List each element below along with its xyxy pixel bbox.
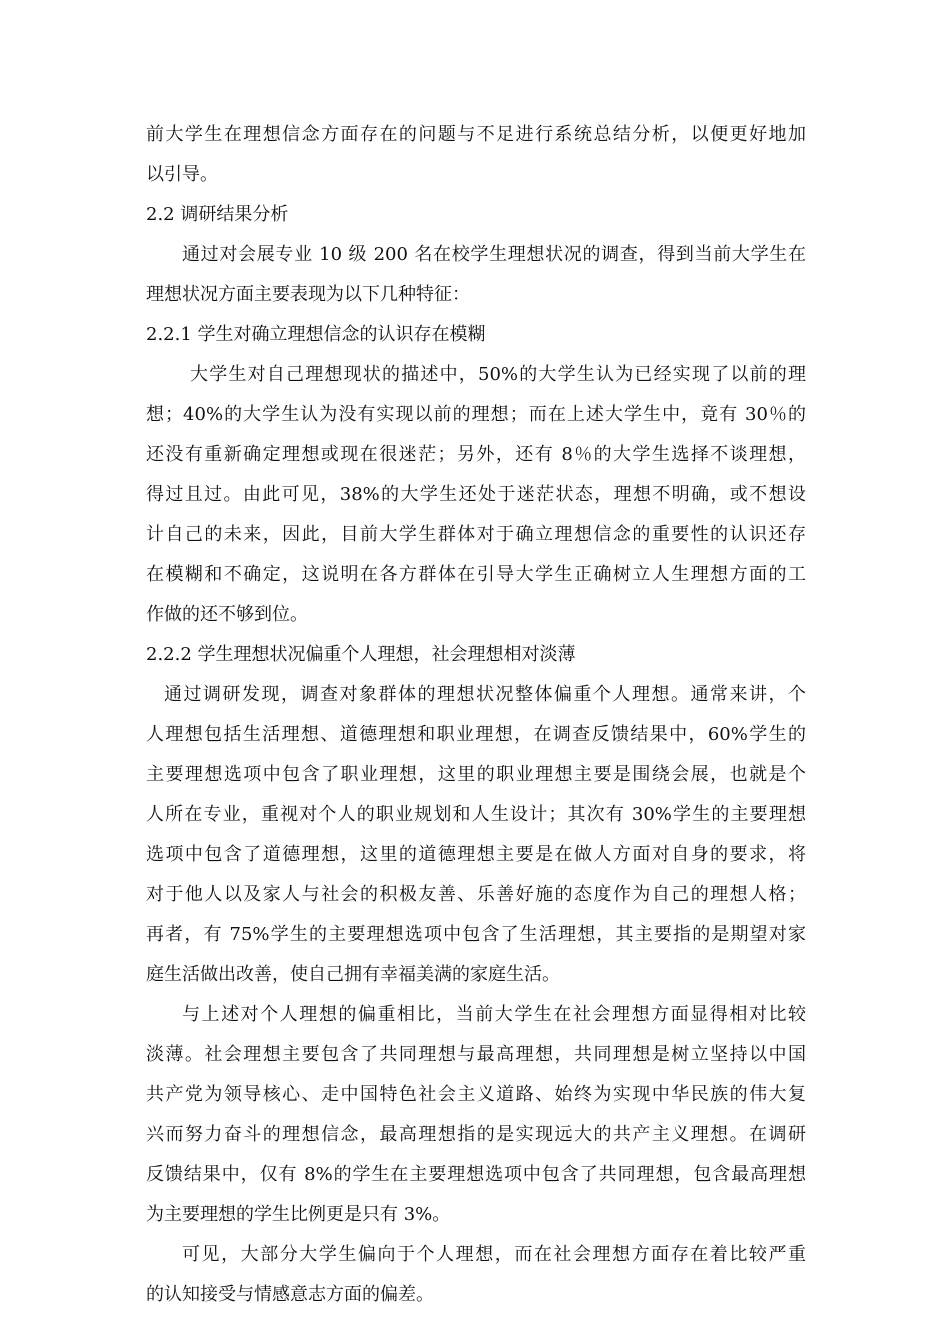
paragraph-line: 还没有重新确定理想或现在很迷茫；另外，还有 8％的大学生选择不谈理想， (146, 444, 806, 465)
paragraph-line: 大学生对自己理想现状的描述中，50%的大学生认为已经实现了以前的理 (190, 364, 806, 385)
paragraph-line: 通过对会展专业 10 级 200 名在校学生理想状况的调查，得到当前大学生在 (182, 244, 806, 265)
paragraph-line: 人理想包括生活理想、道德理想和职业理想，在调查反馈结果中，60%学生的 (146, 724, 806, 745)
section-heading-2-2: 2.2 调研结果分析 (146, 204, 289, 225)
paragraph-line: 人所在专业，重视对个人的职业规划和人生设计；其次有 30%学生的主要理想 (146, 804, 806, 825)
paragraph-line: 庭生活做出改善，使自己拥有幸福美满的家庭生活。 (146, 964, 560, 985)
paragraph-line: 选项中包含了道德理想，这里的道德理想主要是在做人方面对自身的要求，将 (146, 844, 806, 865)
paragraph-line: 理想状况方面主要表现为以下几种特征： (146, 284, 470, 305)
paragraph-line: 为主要理想的学生比例更是只有 3%。 (146, 1204, 451, 1225)
paragraph-line: 作做的还不够到位。 (146, 604, 308, 625)
paragraph-line: 的认知接受与情感意志方面的偏差。 (146, 1284, 434, 1305)
paragraph-line: 计自己的未来，因此，目前大学生群体对于确立理想信念的重要性的认识还存 (146, 524, 806, 545)
paragraph-line: 可见，大部分大学生偏向于个人理想，而在社会理想方面存在着比较严重 (182, 1244, 806, 1265)
paragraph-line: 兴而努力奋斗的理想信念，最高理想指的是实现远大的共产主义理想。在调研 (146, 1124, 806, 1145)
paragraph-line: 与上述对个人理想的偏重相比，当前大学生在社会理想方面显得相对比较 (182, 1004, 806, 1025)
paragraph-line: 在模糊和不确定，这说明在各方群体在引导大学生正确树立人生理想方面的工 (146, 564, 806, 585)
section-heading-2-2-1: 2.2.1 学生对确立理想信念的认识存在模糊 (146, 324, 486, 345)
paragraph-line: 反馈结果中，仅有 8%的学生在主要理想选项中包含了共同理想，包含最高理想 (146, 1164, 806, 1185)
paragraph-line: 共产党为领导核心、走中国特色社会主义道路、始终为实现中华民族的伟大复 (146, 1084, 806, 1105)
paragraph-line: 对于他人以及家人与社会的积极友善、乐善好施的态度作为自己的理想人格； (146, 884, 806, 905)
paragraph-line: 以引导。 (146, 164, 218, 185)
paragraph-line: 想；40%的大学生认为没有实现以前的理想；而在上述大学生中，竟有 30％的 (146, 404, 806, 425)
section-heading-2-2-2: 2.2.2 学生理想状况偏重个人理想，社会理想相对淡薄 (146, 644, 576, 665)
paragraph-line: 前大学生在理想信念方面存在的问题与不足进行系统总结分析，以便更好地加 (146, 124, 806, 145)
paragraph-line: 主要理想选项中包含了职业理想，这里的职业理想主要是围绕会展，也就是个 (146, 764, 806, 785)
paragraph-line: 淡薄。社会理想主要包含了共同理想与最高理想，共同理想是树立坚持以中国 (146, 1044, 806, 1065)
paragraph-line: 再者，有 75%学生的主要理想选项中包含了生活理想，其主要指的是期望对家 (146, 924, 806, 945)
paragraph-line: 得过且过。由此可见，38%的大学生还处于迷茫状态，理想不明确，或不想设 (146, 484, 806, 505)
paragraph-line: 通过调研发现，调查对象群体的理想状况整体偏重个人理想。通常来讲，个 (164, 684, 806, 705)
